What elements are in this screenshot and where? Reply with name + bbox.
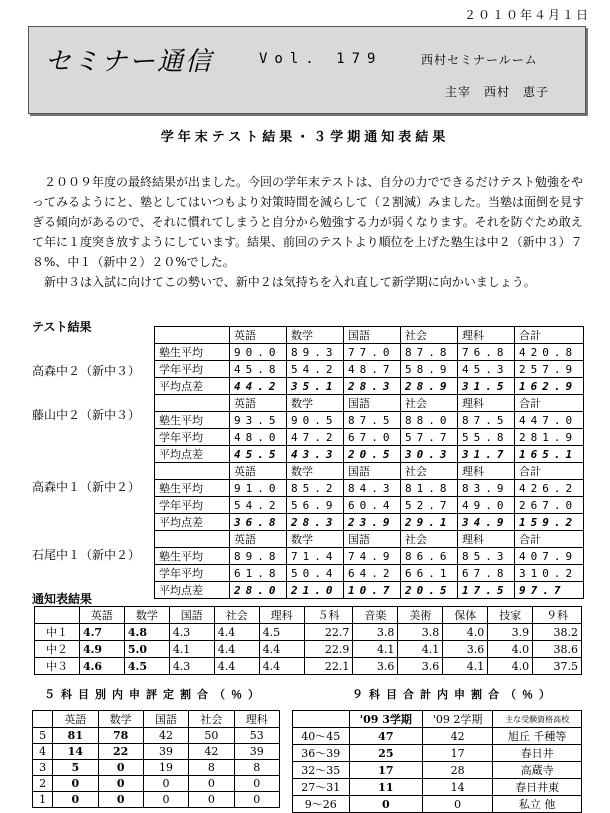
table-row [155,429,584,446]
table-cell: 165.1 [515,446,584,463]
column-header [35,607,80,624]
table-cell: 22.9 [304,641,353,658]
column-header: 英語 [53,711,98,728]
column-header: '09 3学期 [349,711,423,728]
table-cell: 4.0 [488,658,533,675]
table-cell: 61.8 [230,565,287,582]
newsletter-header [28,26,586,114]
table-cell: 34.9 [458,514,515,531]
school-name: 高森中２（新中３） [32,364,141,378]
table-cell: 420.8 [515,344,584,361]
row-label: 平均点差 [155,582,230,599]
column-header: 主な受験資格高校 [493,711,582,728]
column-header: 合計 [515,531,584,548]
table-cell: 4.4 [214,641,259,658]
table-cell: 14 [423,779,493,796]
table-cell: 86.6 [401,548,458,565]
table-cell: 54.2 [230,497,287,514]
column-header: 音楽 [353,607,398,624]
column-header: 英語 [230,463,287,480]
table-row [155,463,584,480]
table-cell: 67.8 [458,565,515,582]
table-row [293,779,582,796]
table-cell: 42 [423,728,493,745]
table-cell: 0 [53,776,98,792]
table-cell: 159.2 [515,514,584,531]
table-row [155,497,584,514]
column-header: 社会 [214,607,259,624]
table-cell: 4.5 [259,624,304,641]
table-cell: 45.5 [230,446,287,463]
table-cell: 3.8 [353,624,398,641]
table-cell: 4.4 [214,624,259,641]
table-cell: 25 [349,745,423,762]
column-header: 社会 [401,327,458,344]
table-cell: 407.9 [515,548,584,565]
table-cell: 0 [189,776,234,792]
column-header: 英語 [230,531,287,548]
row-label: 36～39 [293,745,350,762]
column-header: 理科 [259,607,304,624]
table-cell: 35.1 [287,378,344,395]
table-cell: 38.2 [533,624,582,641]
column-header: 合計 [515,463,584,480]
table-row [35,624,582,641]
table-cell: 4.3 [169,624,214,641]
column-header: 技家 [488,607,533,624]
table-cell: 0 [143,776,188,792]
table-row [293,728,582,745]
table-row [155,565,584,582]
five-subject-table [32,710,280,808]
table-cell: 4.9 [79,641,124,658]
table-cell: 74.9 [344,548,401,565]
table-cell: 89.3 [287,344,344,361]
column-header: 国語 [143,711,188,728]
table-row [33,760,280,776]
table-row [33,744,280,760]
column-header: ９科 [533,607,582,624]
table-cell: 4.4 [214,658,259,675]
table-cell: 0 [98,776,143,792]
table-cell: 4.6 [79,658,124,675]
row-label: 5 [33,728,53,744]
column-header [293,711,350,728]
table-cell: 50.4 [287,565,344,582]
table-cell: 47.2 [287,429,344,446]
table-cell: 36.8 [230,514,287,531]
table-corner [155,463,230,480]
column-header: 数学 [287,463,344,480]
newsletter-title: セミナー通信 [45,47,214,77]
table-cell: 3.8 [398,624,443,641]
table-cell: 旭丘 千種等 [493,728,582,745]
table-cell: 84.3 [344,480,401,497]
row-label: 平均点差 [155,446,230,463]
table-cell: 53 [234,728,279,744]
column-header: 理科 [458,327,515,344]
table-cell: 426.2 [515,480,584,497]
table-cell: 57.7 [401,429,458,446]
column-header: 国語 [169,607,214,624]
table-cell: 4.8 [124,624,169,641]
column-header: '09 2学期 [423,711,493,728]
column-header: 数学 [287,531,344,548]
table-cell: 19 [143,760,188,776]
table-cell: 28.0 [230,582,287,599]
table-cell: 45.8 [230,361,287,378]
column-header: 英語 [79,607,124,624]
table-cell: 22.7 [304,624,353,641]
table-row [155,582,584,599]
table-cell: 58.9 [401,361,458,378]
column-header: 国語 [344,463,401,480]
table-cell: 春日井東 [493,779,582,796]
article-body [32,172,592,292]
table-cell: 20.5 [401,582,458,599]
table-cell: 3.6 [443,641,488,658]
table-cell: 45.3 [458,361,515,378]
table-cell: 0 [189,792,234,808]
table-cell: 0 [349,796,423,813]
table-cell: 3.6 [353,658,398,675]
test-result-table [154,394,584,463]
table-cell: 77.0 [344,344,401,361]
article-headline: 学年末テスト結果・３学期通知表結果 [160,130,450,145]
test-result-table [154,462,584,531]
table-cell: 0 [143,792,188,808]
organization-name: 西村セミナールーム [421,53,538,67]
table-cell: 81.8 [401,480,458,497]
table-cell: 10.7 [344,582,401,599]
table-cell: 48.7 [344,361,401,378]
table-cell: 20.5 [344,446,401,463]
table-cell: 17 [349,762,423,779]
table-row [33,728,280,744]
table-cell: 76.8 [458,344,515,361]
issue-date: ２０１０年４月１日 [463,8,590,22]
table-cell: 4.0 [443,624,488,641]
row-label: 学年平均 [155,429,230,446]
paragraph: 新中３は入試に向けてこの勢いで、新中２は気持ちを入れ直して新学期に向かいましょう。 [32,275,536,289]
table-row [155,446,584,463]
volume-number: Vol. 179 [259,51,383,67]
column-header: 社会 [401,395,458,412]
table-cell: 78 [98,728,143,744]
column-header: 国語 [344,531,401,548]
table-cell: 37.5 [533,658,582,675]
nine-subject-title: ９科目合計内申割合（％） [352,688,556,701]
column-header [33,711,53,728]
school-name: 石尾中１（新中２） [32,548,141,562]
table-cell: 48.0 [230,429,287,446]
table-row [155,480,584,497]
table-cell: 4.1 [169,641,214,658]
column-header: 英語 [230,395,287,412]
table-cell: 8 [189,760,234,776]
table-cell: 4.5 [124,658,169,675]
column-header: 理科 [458,463,515,480]
column-header: 英語 [230,327,287,344]
table-row [35,607,582,624]
table-row [155,412,584,429]
table-row [293,762,582,779]
row-label: 27～31 [293,779,350,796]
table-cell: 55.8 [458,429,515,446]
table-row [155,344,584,361]
table-cell: 28.3 [287,514,344,531]
table-cell: 23.9 [344,514,401,531]
report-section-title: 通知表結果 [32,592,93,606]
table-cell: 44.2 [230,378,287,395]
table-cell: 447.0 [515,412,584,429]
table-row [293,711,582,728]
column-header: 数学 [287,395,344,412]
test-result-table [154,326,584,395]
row-label: 40～45 [293,728,350,745]
table-cell: 90.0 [230,344,287,361]
table-cell: 4.1 [398,641,443,658]
row-label: 32～35 [293,762,350,779]
table-cell: 31.7 [458,446,515,463]
table-row [33,792,280,808]
table-cell: 8 [234,760,279,776]
table-cell: 87.5 [344,412,401,429]
table-cell: 0 [234,792,279,808]
table-cell: 83.9 [458,480,515,497]
table-cell: 81 [53,728,98,744]
table-cell: 97.7 [515,582,584,599]
paragraph: ２００９年度の最終結果が出ました。今回の学年末テストは、自分の力でできるだけテスト勉強をやってみるようにと、塾としてはいつもより対策時間を減らして（２割減）みました。当塾は面倒を見すぎる傾向があるので、それに慣れてしまうと自分から勉強する力が弱くなります。それを防ぐため敢えて年に１度突き放すようにしています。結果、前回のテストより順位を上げた塾生は中２（新中３）７８%、中１（新中２）２０%でした。 [32,175,585,269]
column-header: 国語 [344,395,401,412]
table-cell: 28 [423,762,493,779]
table-cell: 14 [53,744,98,760]
row-label: 平均点差 [155,378,230,395]
column-header: 数学 [98,711,143,728]
table-cell: 89.8 [230,548,287,565]
table-cell: 93.5 [230,412,287,429]
table-cell: 88.0 [401,412,458,429]
table-cell: 4.0 [488,641,533,658]
table-cell: 0 [98,792,143,808]
table-cell: 4.3 [169,658,214,675]
table-cell: 春日井 [493,745,582,762]
report-card-table [34,606,582,675]
row-label: 1 [33,792,53,808]
row-label: 9～26 [293,796,350,813]
table-cell: 50 [189,728,234,744]
table-cell: 38.6 [533,641,582,658]
column-header: 社会 [401,531,458,548]
table-row [155,395,584,412]
table-cell: 85.3 [458,548,515,565]
table-cell: 0 [234,776,279,792]
column-header: 数学 [124,607,169,624]
table-cell: 17.5 [458,582,515,599]
table-cell: 91.0 [230,480,287,497]
table-cell: 17 [423,745,493,762]
school-name: 藤山中２（新中３） [32,408,141,422]
table-row [35,658,582,675]
row-label: 中２ [35,641,80,658]
row-label: 中１ [35,624,80,641]
column-header: 保体 [443,607,488,624]
table-cell: 54.2 [287,361,344,378]
table-cell: 39 [143,744,188,760]
row-label: 3 [33,760,53,776]
table-cell: 3.9 [488,624,533,641]
table-cell: 11 [349,779,423,796]
table-cell: 0 [53,792,98,808]
table-cell: 281.9 [515,429,584,446]
row-label: 塾生平均 [155,412,230,429]
table-cell: 5.0 [124,641,169,658]
table-cell: 257.9 [515,361,584,378]
test-result-table [154,530,584,599]
row-label: 学年平均 [155,361,230,378]
table-corner [155,395,230,412]
table-row [155,531,584,548]
table-row [33,711,280,728]
row-label: 平均点差 [155,514,230,531]
table-cell: 22 [98,744,143,760]
table-cell: 0 [423,796,493,813]
table-cell: 30.3 [401,446,458,463]
table-cell: 310.2 [515,565,584,582]
column-header: 理科 [458,531,515,548]
table-cell: 49.0 [458,497,515,514]
row-label: 中３ [35,658,80,675]
table-cell: 4.1 [353,641,398,658]
row-label: 学年平均 [155,565,230,582]
table-cell: 52.7 [401,497,458,514]
table-cell: 28.9 [401,378,458,395]
table-row [35,641,582,658]
table-corner [155,531,230,548]
table-row [293,796,582,813]
table-cell: 39 [234,744,279,760]
column-header: 国語 [344,327,401,344]
table-cell: 42 [143,728,188,744]
nine-subject-table [292,710,582,813]
table-cell: 267.0 [515,497,584,514]
table-cell: 90.5 [287,412,344,429]
school-name: 高森中１（新中２） [32,480,141,494]
table-cell: 64.2 [344,565,401,582]
table-cell: 67.0 [344,429,401,446]
column-header: 理科 [458,395,515,412]
row-label: 2 [33,776,53,792]
table-cell: 4.4 [259,641,304,658]
table-cell: 高蔵寺 [493,762,582,779]
table-row [155,378,584,395]
table-cell: 43.3 [287,446,344,463]
table-cell: 56.9 [287,497,344,514]
table-cell: 28.3 [344,378,401,395]
table-row [155,548,584,565]
table-cell: 66.1 [401,565,458,582]
row-label: 塾生平均 [155,480,230,497]
table-cell: 87.5 [458,412,515,429]
column-header: 数学 [287,327,344,344]
table-cell: 162.9 [515,378,584,395]
table-row [293,745,582,762]
table-cell: 47 [349,728,423,745]
column-header: 美術 [398,607,443,624]
row-label: 4 [33,744,53,760]
table-cell: 私立 他 [493,796,582,813]
table-cell: 22.1 [304,658,353,675]
table-cell: 5 [53,760,98,776]
table-cell: 4.4 [259,658,304,675]
table-cell: 42 [189,744,234,760]
column-header: 社会 [189,711,234,728]
table-cell: 31.5 [458,378,515,395]
row-label: 学年平均 [155,497,230,514]
table-cell: 29.1 [401,514,458,531]
table-cell: 87.8 [401,344,458,361]
column-header: 社会 [401,463,458,480]
table-row [33,776,280,792]
table-cell: 4.1 [443,658,488,675]
column-header: 合計 [515,327,584,344]
row-label: 塾生平均 [155,344,230,361]
table-row [155,327,584,344]
table-cell: 85.2 [287,480,344,497]
column-header: 理科 [234,711,279,728]
five-subject-title: ５科目別内申評定割合（％） [44,688,265,701]
table-cell: 3.6 [398,658,443,675]
test-section-title: テスト結果 [32,320,92,334]
table-corner [155,327,230,344]
table-cell: 4.7 [79,624,124,641]
column-header: ５科 [304,607,353,624]
author-name: 主宰 西村 恵子 [445,85,550,99]
row-label: 塾生平均 [155,548,230,565]
table-cell: 71.4 [287,548,344,565]
table-cell: 0 [98,760,143,776]
table-row [155,514,584,531]
table-cell: 21.0 [287,582,344,599]
table-row [155,361,584,378]
column-header: 合計 [515,395,584,412]
table-cell: 60.4 [344,497,401,514]
